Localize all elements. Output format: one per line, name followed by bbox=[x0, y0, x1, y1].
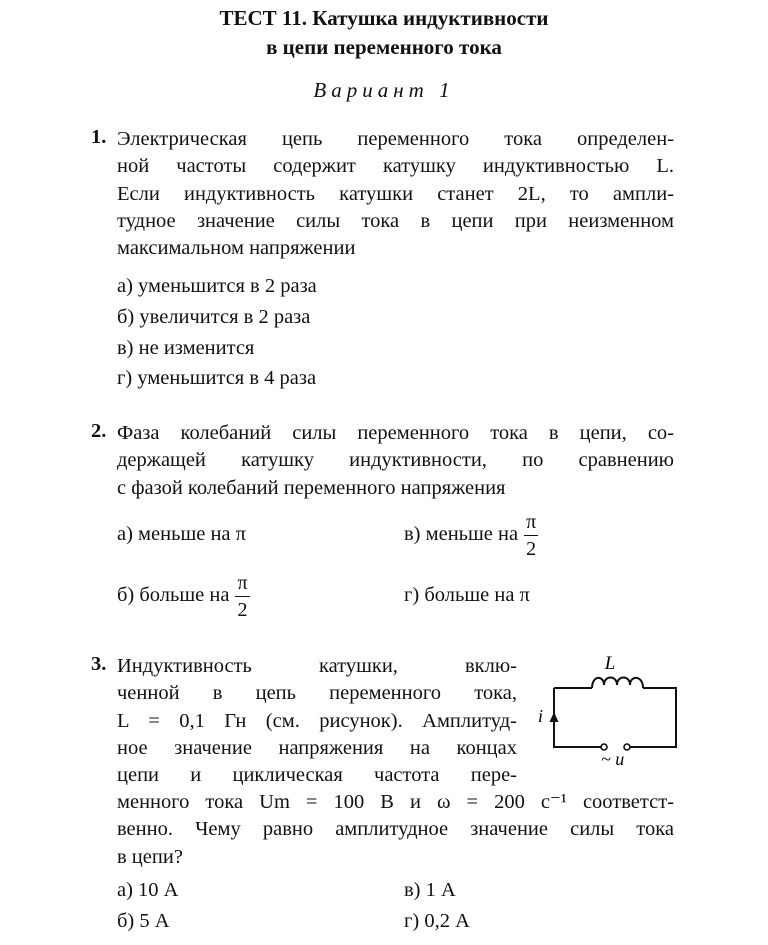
test-title-line2: в цепи переменного тока bbox=[266, 35, 502, 59]
terminal-right bbox=[624, 744, 630, 750]
q1-option-v: в) не изменится bbox=[117, 337, 255, 359]
voltage-label: ~ u bbox=[601, 749, 625, 768]
question-line: венно. Чему равно амплитудное значение силы тока bbox=[117, 818, 674, 841]
q2-option-b-text: б) больше на bbox=[117, 584, 230, 607]
q2-option-v bbox=[404, 512, 538, 559]
question-2-text bbox=[117, 420, 674, 502]
question-line: держащей катушку индуктивности, по сравнению bbox=[117, 449, 674, 472]
q3-option-g: г) 0,2 А bbox=[404, 910, 470, 932]
question-3-text-narrow bbox=[117, 653, 517, 789]
question-3-text-wide bbox=[117, 789, 674, 871]
question-line: Индуктивность катушки, вклю- bbox=[117, 655, 517, 677]
question-1-text bbox=[117, 126, 674, 262]
question-line: с фазой колебаний переменного напряжения bbox=[117, 476, 506, 499]
q3-option-v: в) 1 А bbox=[404, 879, 456, 901]
inductor-label: L bbox=[604, 653, 616, 674]
inductor-coil-icon bbox=[592, 678, 643, 689]
question-line: ное значение напряжения на концах bbox=[117, 736, 517, 759]
question-line: L = 0,1 Гн (см. рисунок). Амплитуд- bbox=[117, 709, 517, 732]
q2-option-b bbox=[117, 573, 250, 620]
q1-option-g: г) уменьшится в 4 раза bbox=[117, 367, 317, 389]
question-line: Если индуктивность катушки станет 2L, то ампли- bbox=[117, 182, 674, 205]
variant-heading: Вариант 1 bbox=[313, 78, 455, 102]
q1-option-a: а) уменьшится в 2 раза bbox=[117, 275, 317, 297]
current-arrow-icon bbox=[550, 712, 559, 722]
test-title-line1: ТЕСТ 11. Катушка индуктивности bbox=[219, 6, 549, 30]
fraction-denominator: 2 bbox=[526, 538, 537, 560]
question-line: в цепи? bbox=[117, 845, 183, 868]
fraction-denominator: 2 bbox=[237, 599, 248, 621]
question-line: максимальном напряжении bbox=[117, 237, 356, 260]
q3-option-b: б) 5 А bbox=[117, 910, 170, 932]
fraction bbox=[235, 573, 249, 620]
fraction-numerator: π bbox=[235, 573, 249, 597]
q2-option-g: г) больше на π bbox=[404, 584, 530, 606]
q1-option-b: б) увеличится в 2 раза bbox=[117, 306, 311, 328]
question-line: цепи и циклическая частота пере- bbox=[117, 764, 517, 787]
question-line: Фаза колебаний силы переменного тока в цепи, со- bbox=[117, 422, 674, 444]
q3-option-a: а) 10 А bbox=[117, 879, 179, 901]
question-line: ченной в цепь переменного тока, bbox=[117, 682, 517, 705]
question-line: ной частоты содержит катушку индуктивностью L. bbox=[117, 155, 674, 178]
question-1-number: 1. bbox=[91, 126, 107, 148]
question-line: тудное значение силы тока в цепи при неизменном bbox=[117, 209, 674, 232]
q2-option-v-text: в) меньше на bbox=[404, 523, 519, 546]
question-2-number: 2. bbox=[91, 420, 107, 442]
circuit-diagram bbox=[530, 648, 690, 768]
question-3-number: 3. bbox=[91, 653, 107, 675]
current-label: i bbox=[538, 706, 544, 726]
q2-option-a: а) меньше на π bbox=[117, 523, 246, 545]
circuit-wire bbox=[554, 688, 676, 747]
question-line: Электрическая цепь переменного тока определен- bbox=[117, 128, 674, 150]
fraction bbox=[524, 512, 538, 559]
question-line: менного тока Um = 100 В и ω = 200 с⁻¹ соответст- bbox=[117, 791, 674, 813]
fraction-numerator: π bbox=[524, 512, 538, 536]
